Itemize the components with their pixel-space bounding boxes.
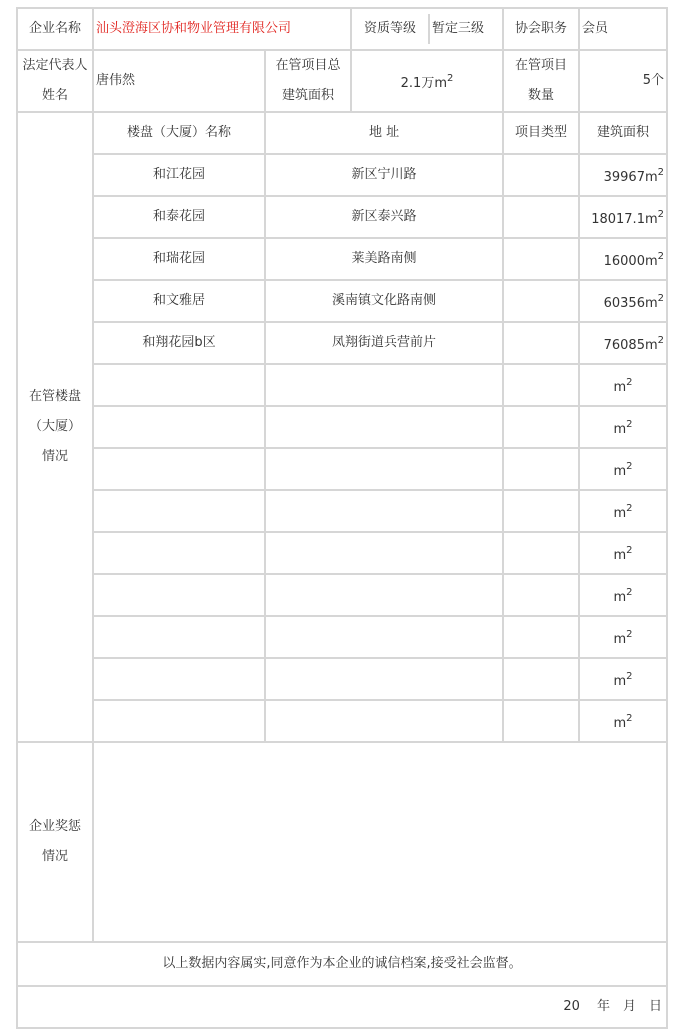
- representative-row: [17, 50, 667, 112]
- property-area-number: 16000: [603, 253, 645, 269]
- property-area-unit: m: [644, 295, 658, 311]
- property-header-row: [17, 112, 667, 154]
- property-section-label-line1: 在管楼盘: [28, 389, 81, 404]
- total-area-label-line2: 建筑面积: [282, 88, 335, 103]
- property-type: [503, 532, 579, 574]
- property-row: [17, 238, 667, 280]
- property-row: [17, 448, 667, 490]
- property-area: [579, 364, 667, 406]
- property-area-number: 39967: [603, 169, 645, 185]
- property-type: [503, 406, 579, 448]
- property-address: 凤翔街道兵营前片: [265, 322, 503, 364]
- property-area: [579, 700, 667, 742]
- representative-label-line1: 法定代表人: [22, 58, 88, 73]
- project-count-label-line1: 在管项目: [515, 58, 568, 73]
- property-address: [265, 532, 503, 574]
- total-area-label: [265, 50, 351, 112]
- date-line: 20 年 月 日: [17, 986, 667, 1028]
- property-area: [579, 658, 667, 700]
- awards-value: [93, 742, 667, 942]
- property-name: [93, 406, 265, 448]
- property-section-label-line3: 情况: [41, 449, 68, 464]
- property-area-sup: 2: [657, 208, 665, 220]
- representative-label: [17, 50, 93, 112]
- property-type: [503, 238, 579, 280]
- property-area: [579, 574, 667, 616]
- property-address: [265, 574, 503, 616]
- property-area-sup: 2: [626, 376, 633, 388]
- property-area: [579, 406, 667, 448]
- property-area-unit: m: [613, 463, 627, 479]
- property-area: [579, 196, 667, 238]
- property-row: [17, 574, 667, 616]
- property-type: [503, 364, 579, 406]
- property-area: [579, 322, 667, 364]
- property-area-unit: m: [644, 253, 658, 269]
- property-area: [579, 154, 667, 196]
- total-area-value: [351, 50, 503, 112]
- property-name: 和泰花园: [93, 196, 265, 238]
- property-area-sup: 2: [657, 334, 665, 346]
- property-address: 新区宁川路: [265, 154, 503, 196]
- property-area-sup: 2: [657, 292, 665, 304]
- property-name: 和翔花园b区: [93, 322, 265, 364]
- property-name: [93, 364, 265, 406]
- property-area-unit: m: [644, 211, 658, 227]
- property-name: [93, 448, 265, 490]
- property-type: [503, 490, 579, 532]
- property-name: [93, 700, 265, 742]
- property-type: [503, 154, 579, 196]
- property-row: [17, 280, 667, 322]
- qualification-cell: [351, 8, 503, 50]
- total-area-label-line1: 在管项目总: [275, 58, 341, 73]
- header-property-name: 楼盘（大厦）名称: [93, 112, 265, 154]
- header-project-type: 项目类型: [503, 112, 579, 154]
- property-area: [579, 448, 667, 490]
- awards-label: [17, 742, 93, 942]
- property-area: [579, 238, 667, 280]
- property-address: [265, 448, 503, 490]
- property-area-unit: m: [644, 337, 658, 353]
- property-type: [503, 616, 579, 658]
- property-address: [265, 490, 503, 532]
- company-name-label: 企业名称: [17, 8, 93, 50]
- property-name: [93, 616, 265, 658]
- property-name: 和瑞花园: [93, 238, 265, 280]
- property-area-number: 18017.1: [591, 211, 645, 227]
- qualification-value: 暂定三级: [432, 21, 485, 36]
- property-address: 莱美路南侧: [265, 238, 503, 280]
- property-area-unit: m: [613, 589, 627, 605]
- property-area-unit: m: [613, 421, 627, 437]
- property-area-sup: 2: [626, 502, 633, 514]
- property-type: [503, 280, 579, 322]
- total-area-number: 2.1万m: [400, 75, 447, 91]
- property-row: [17, 532, 667, 574]
- property-row: [17, 364, 667, 406]
- association-label: 协会职务: [503, 8, 579, 50]
- property-address: [265, 364, 503, 406]
- property-area-unit: m: [613, 505, 627, 521]
- total-area-sup: 2: [447, 72, 454, 84]
- property-area-number: 60356: [603, 295, 645, 311]
- awards-label-line2: 情况: [41, 849, 68, 864]
- property-area-sup: 2: [626, 712, 633, 724]
- property-type: [503, 448, 579, 490]
- property-row: [17, 154, 667, 196]
- property-area-sup: 2: [626, 418, 633, 430]
- property-row: [17, 196, 667, 238]
- property-row: [17, 700, 667, 742]
- representative-value: 唐伟然: [93, 50, 265, 112]
- property-area: [579, 280, 667, 322]
- property-address: 新区泰兴路: [265, 196, 503, 238]
- property-row: [17, 406, 667, 448]
- property-area-unit: m: [613, 631, 627, 647]
- property-address: [265, 406, 503, 448]
- enterprise-info-table: [16, 7, 668, 1029]
- property-area-sup: 2: [626, 460, 633, 472]
- property-area-sup: 2: [626, 628, 633, 640]
- project-count-label: [503, 50, 579, 112]
- property-name: [93, 490, 265, 532]
- property-row: [17, 490, 667, 532]
- property-name: [93, 574, 265, 616]
- property-address: 溪南镇文化路南侧: [265, 280, 503, 322]
- project-count-label-line2: 数量: [528, 88, 555, 103]
- representative-label-line2: 姓名: [41, 88, 68, 103]
- date-row: [17, 986, 667, 1028]
- property-area: [579, 616, 667, 658]
- property-area: [579, 532, 667, 574]
- property-row: [17, 322, 667, 364]
- property-area-unit: m: [644, 169, 658, 185]
- property-type: [503, 322, 579, 364]
- property-row: [17, 616, 667, 658]
- company-name-value: 汕头澄海区协和物业管理有限公司: [93, 8, 351, 50]
- declaration-text: 以上数据内容属实,同意作为本企业的诚信档案,接受社会监督。: [17, 942, 667, 986]
- property-name: 和文雅居: [93, 280, 265, 322]
- property-type: [503, 196, 579, 238]
- header-building-area: 建筑面积: [579, 112, 667, 154]
- property-area-sup: 2: [657, 166, 665, 178]
- property-name: [93, 532, 265, 574]
- property-area-sup: 2: [626, 544, 633, 556]
- declaration-row: [17, 942, 667, 986]
- company-row: [17, 8, 667, 50]
- property-type: [503, 658, 579, 700]
- property-type: [503, 574, 579, 616]
- property-area-unit: m: [613, 547, 627, 563]
- property-area-unit: m: [613, 379, 627, 395]
- property-name: [93, 658, 265, 700]
- association-value: 会员: [579, 8, 667, 50]
- property-row: [17, 658, 667, 700]
- property-name: 和江花园: [93, 154, 265, 196]
- property-area-sup: 2: [626, 670, 633, 682]
- property-area: [579, 490, 667, 532]
- property-area-unit: m: [613, 715, 627, 731]
- property-area-number: 76085: [603, 337, 645, 353]
- property-area-sup: 2: [626, 586, 633, 598]
- property-address: [265, 700, 503, 742]
- property-address: [265, 658, 503, 700]
- header-address: 地 址: [265, 112, 503, 154]
- awards-label-line1: 企业奖惩: [28, 819, 81, 834]
- property-section-label-line2: （大厦）: [28, 419, 81, 434]
- property-area-sup: 2: [657, 250, 665, 262]
- property-type: [503, 700, 579, 742]
- qualification-label: 资质等级: [352, 14, 430, 44]
- awards-row: [17, 742, 667, 942]
- property-area-unit: m: [613, 673, 627, 689]
- property-address: [265, 616, 503, 658]
- property-section-label: [17, 112, 93, 742]
- project-count-value: 5个: [579, 50, 667, 112]
